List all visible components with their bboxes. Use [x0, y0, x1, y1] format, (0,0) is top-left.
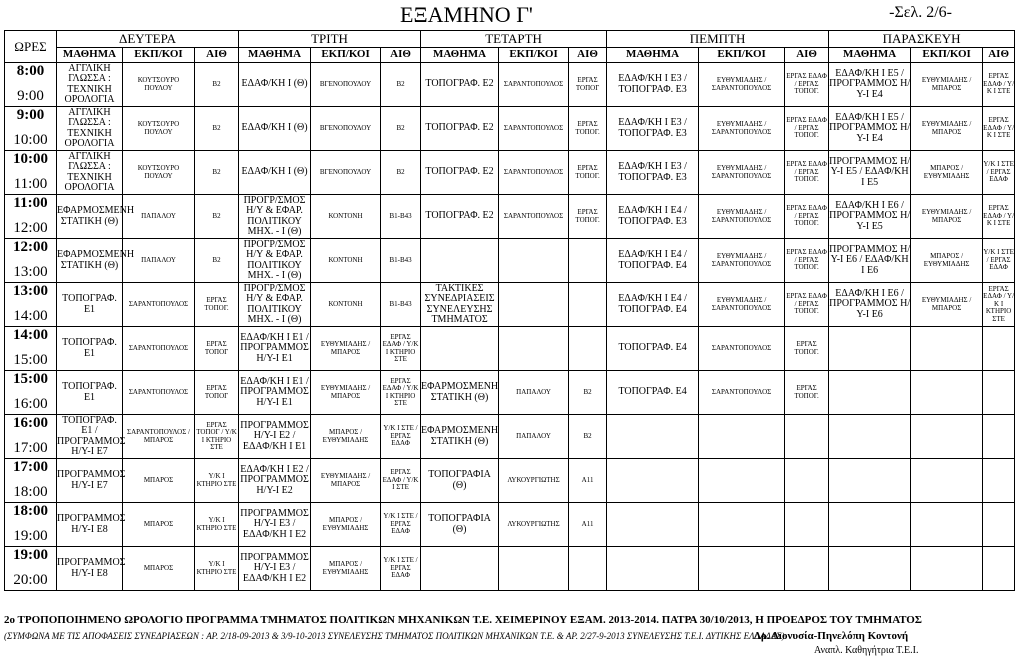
room-cell: Β2: [195, 239, 239, 283]
instructor-cell: ΕΥΘΥΜΙΑΔΗΣ / ΜΠΑΡΟΣ: [911, 195, 983, 239]
time-slot: [5, 239, 57, 283]
page-number: -Σελ. 2/6-: [889, 4, 952, 21]
instructor-cell: [911, 547, 983, 591]
room-cell: Α11: [569, 459, 607, 503]
instructor-cell: ΜΠΑΡΟΣ: [123, 459, 195, 503]
time-slot: [5, 107, 57, 151]
room-cell: [983, 547, 1015, 591]
room-cell: Υ/Κ Ι ΣΤΕ / ΕΡΓΑΣ ΕΔΑΦ: [381, 415, 421, 459]
time-start: 8:00: [16, 63, 45, 79]
signature-role: Αναπλ. Καθηγήτρια Τ.Ε.Ι.: [814, 645, 919, 656]
day-header: ΔΕΥΤΕΡΑ: [57, 31, 239, 48]
instructor-cell: ΚΟΥΤΣΟΥΡΟ ΠΟΥΛΟΥ: [123, 151, 195, 195]
room-cell: ΕΡΓΑΣ ΕΔΑΦ / Υ/Κ Ι ΚΤΗΡΙΟ ΣΤΕ: [983, 283, 1015, 327]
course-cell: [829, 459, 911, 503]
course-cell: ΤΑΚΤΙΚΕΣ ΣΥΝΕΔΡΙΑΣΕΙΣ ΣΥΝΕΛΕΥΣΗΣ ΤΜΗΜΑΤΟΣ: [421, 283, 499, 327]
day-header: ΠΕΜΠΤΗ: [607, 31, 829, 48]
course-cell: ΤΟΠΟΓΡΑΦ. Ε2: [421, 63, 499, 107]
instructor-cell: ΚΟΝΤΟΝΗ: [311, 283, 381, 327]
room-cell: [983, 415, 1015, 459]
instructor-cell: ΕΥΘΥΜΙΑΔΗΣ / ΣΑΡΑΝΤΟΠΟΥΛΟΣ: [699, 63, 785, 107]
room-cell: Υ/Κ Ι ΣΤΕ / ΕΡΓΑΣ ΕΔΑΦ: [381, 547, 421, 591]
course-cell: ΕΔΑΦ/ΚΗ Ι (Θ): [239, 63, 311, 107]
instructor-cell: ΚΟΝΤΟΝΗ: [311, 195, 381, 239]
room-cell: [785, 503, 829, 547]
course-cell: [421, 547, 499, 591]
course-cell: ΠΡΟΓΡΑΜΜΟΣ Η/Υ-Ι Ε8: [57, 547, 123, 591]
column-header: ΜΑΘΗΜΑ: [57, 48, 123, 63]
instructor-cell: ΚΟΥΤΣΟΥΡΟ ΠΟΥΛΟΥ: [123, 63, 195, 107]
instructor-cell: ΣΑΡΑΝΤΟΠΟΥΛΟΣ: [499, 195, 569, 239]
time-start: 11:00: [13, 195, 48, 211]
course-cell: ΤΟΠΟΓΡΑΦ. Ε1: [57, 371, 123, 415]
time-slot: [5, 503, 57, 547]
course-cell: ΕΔΑΦ/ΚΗ Ι Ε6 / ΠΡΟΓΡΑΜΜΟΣ Η/Υ-Ι Ε6: [829, 283, 911, 327]
signature-name: Δρ. Διονυσία-Πηνελόπη Κοντονή: [754, 630, 909, 642]
course-cell: [829, 503, 911, 547]
time-start: 14:00: [13, 327, 48, 343]
room-cell: ΕΡΓΑΣ ΤΟΠΟΓ: [195, 327, 239, 371]
time-slot: [5, 371, 57, 415]
room-cell: ΕΡΓΑΣ ΤΟΠΟΓ / Υ/Κ Ι ΚΤΗΡΙΟ ΣΤΕ: [195, 415, 239, 459]
room-cell: ΕΡΓΑΣ ΤΟΠΟΓ.: [569, 107, 607, 151]
course-cell: [421, 327, 499, 371]
room-cell: Β1-Β43: [381, 239, 421, 283]
room-cell: [983, 459, 1015, 503]
course-cell: [607, 415, 699, 459]
room-cell: ΕΡΓΑΣ ΤΟΠΟΓ.: [785, 371, 829, 415]
instructor-cell: ΕΥΘΥΜΙΑΔΗΣ / ΣΑΡΑΝΤΟΠΟΥΛΟΣ: [699, 195, 785, 239]
course-cell: ΕΦΑΡΜΟΣΜΕΝΗ ΣΤΑΤΙΚΗ (Θ): [57, 195, 123, 239]
column-header: ΑΙΘ: [983, 48, 1015, 63]
instructor-cell: ΣΑΡΑΝΤΟΠΟΥΛΟΣ: [499, 107, 569, 151]
course-cell: ΑΓΓΛΙΚΗ ΓΛΩΣΣΑ : ΤΕΧΝΙΚΗ ΟΡΟΛΟΓΙΑ: [57, 63, 123, 107]
instructor-cell: ΜΠΑΡΟΣ: [123, 503, 195, 547]
course-cell: ΕΔΑΦ/ΚΗ Ι Ε4 / ΤΟΠΟΓΡΑΦ. Ε4: [607, 239, 699, 283]
instructor-cell: ΠΑΠΑΛΟΥ: [499, 415, 569, 459]
room-cell: [983, 371, 1015, 415]
instructor-cell: ΠΑΠΑΛΟΥ: [499, 371, 569, 415]
course-cell: ΕΔΑΦ/ΚΗ Ι Ε3 / ΤΟΠΟΓΡΑΦ. Ε3: [607, 107, 699, 151]
instructor-cell: ΚΟΥΤΣΟΥΡΟ ΠΟΥΛΟΥ: [123, 107, 195, 151]
instructor-cell: ΚΟΝΤΟΝΗ: [311, 239, 381, 283]
time-start: 19:00: [13, 547, 48, 563]
room-cell: [785, 547, 829, 591]
instructor-cell: ΣΑΡΑΝΤΟΠΟΥΛΟΣ / ΜΠΑΡΟΣ: [123, 415, 195, 459]
day-header: ΠΑΡΑΣΚΕΥΗ: [829, 31, 1015, 48]
instructor-cell: ΒΓΕΝΟΠΟΥΛΟΥ: [311, 151, 381, 195]
time-start: 12:00: [13, 239, 48, 255]
day-header: ΤΡΙΤΗ: [239, 31, 421, 48]
time-start: 13:00: [13, 283, 48, 299]
instructor-cell: ΕΥΘΥΜΙΑΔΗΣ / ΣΑΡΑΝΤΟΠΟΥΛΟΣ: [699, 283, 785, 327]
course-cell: ΤΟΠΟΓΡΑΦ. Ε4: [607, 371, 699, 415]
column-header: ΑΙΘ: [785, 48, 829, 63]
schedule-row: [5, 63, 1015, 107]
time-start: 18:00: [13, 503, 48, 519]
instructor-cell: [911, 327, 983, 371]
time-start: 17:00: [13, 459, 48, 475]
schedule-row: [5, 503, 1015, 547]
room-cell: Β1-Β43: [381, 283, 421, 327]
course-cell: ΤΟΠΟΓΡΑΦ. Ε1 / ΠΡΟΓΡΑΜΜΟΣ Η/Υ-Ι Ε7: [57, 414, 126, 457]
course-cell: ΕΔΑΦ/ΚΗ Ι Ε2 / ΠΡΟΓΡΑΜΜΟΣ Η/Υ-Ι Ε2: [239, 459, 311, 503]
course-cell: ΕΔΑΦ/ΚΗ Ι Ε3 / ΤΟΠΟΓΡΑΦ. Ε3: [607, 63, 699, 107]
instructor-cell: ΜΠΑΡΟΣ / ΕΥΘΥΜΙΑΔΗΣ: [911, 239, 983, 283]
room-cell: ΕΡΓΑΣ ΤΟΠΟΓ.: [195, 283, 239, 327]
schedule-row: [5, 415, 1015, 459]
time-end: 10:00: [13, 132, 48, 149]
course-cell: ΠΡΟΓΡΑΜΜΟΣ Η/Υ-Ι Ε3 / ΕΔΑΦ/ΚΗ Ι Ε2: [239, 503, 311, 547]
room-cell: [785, 459, 829, 503]
instructor-cell: ΒΓΕΝΟΠΟΥΛΟΥ: [311, 107, 381, 151]
room-cell: [785, 415, 829, 459]
time-slot: [5, 283, 57, 327]
course-cell: ΠΡΟΓΡΑΜΜΟΣ Η/Υ-Ι Ε7: [57, 459, 123, 503]
room-cell: ΕΡΓΑΣ ΕΔΑΦ / ΕΡΓΑΣ ΤΟΠΟΓ.: [785, 283, 829, 327]
room-cell: ΕΡΓΑΣ ΤΟΠΟΓ.: [569, 195, 607, 239]
room-cell: Β2: [381, 107, 421, 151]
instructor-cell: ΛΥΚΟΥΡΓΙΩΤΗΣ: [499, 503, 569, 547]
instructor-cell: ΜΠΑΡΟΣ / ΕΥΘΥΜΙΑΔΗΣ: [911, 151, 983, 195]
column-header: ΕΚΠ/ΚΟΙ: [123, 48, 195, 63]
footer-note: (ΣΥΜΦΩΝΑ ΜΕ ΤΙΣ ΑΠΟΦΑΣΕΙΣ ΣΥΝΕΔΡΙΑΣΕΩΝ : ΑΡ. 2/18-09-2013 & 3/9-10-2013 ΣΥΝΕΛΕΥΣΗΣ ΤΜΗΜΑΤΟΣ ΠΟΛΙΤΙΚΩΝ ΜΗΧΑΝΙΚΩΝ Τ.Ε. & ΑΡ. 2/27-9-2013 ΣΥΝΕΛΕΥΣΗΣ Τ.Ε.Ι. ΔΥΤΙΚΗΣ ΕΛΛΑΔΑΣ): [4, 631, 785, 641]
instructor-cell: ΣΑΡΑΝΤΟΠΟΥΛΟΣ: [123, 283, 195, 327]
room-cell: ΕΡΓΑΣ ΕΔΑΦ / Υ/Κ Ι ΣΤΕ: [983, 107, 1015, 151]
course-cell: [829, 547, 911, 591]
time-end: 17:00: [13, 440, 48, 457]
room-cell: ΕΡΓΑΣ ΕΔΑΦ / ΕΡΓΑΣ ΤΟΠΟΓ.: [785, 107, 829, 151]
instructor-cell: ΛΥΚΟΥΡΓΙΩΤΗΣ: [499, 459, 569, 503]
time-slot: [5, 63, 57, 107]
course-cell: ΕΔΑΦ/ΚΗ Ι Ε4 / ΤΟΠΟΓΡΑΦ. Ε4: [607, 283, 699, 327]
time-slot: [5, 459, 57, 503]
room-cell: Β2: [195, 107, 239, 151]
room-cell: Β2: [569, 415, 607, 459]
course-cell: ΕΔΑΦ/ΚΗ Ι Ε5 / ΠΡΟΓΡΑΜΜΟΣ Η/Υ-Ι Ε4: [829, 107, 911, 151]
schedule-row: [5, 327, 1015, 371]
column-header: ΕΚΠ/ΚΟΙ: [699, 48, 785, 63]
instructor-cell: ΒΓΕΝΟΠΟΥΛΟΥ: [311, 63, 381, 107]
schedule-row: [5, 371, 1015, 415]
course-cell: ΕΦΑΡΜΟΣΜΕΝΗ ΣΤΑΤΙΚΗ (Θ): [421, 371, 499, 415]
room-cell: Υ/Κ Ι ΚΤΗΡΙΟ ΣΤΕ: [195, 459, 239, 503]
column-header: ΕΚΠ/ΚΟΙ: [911, 48, 983, 63]
course-cell: ΑΓΓΛΙΚΗ ΓΛΩΣΣΑ : ΤΕΧΝΙΚΗ ΟΡΟΛΟΓΙΑ: [57, 107, 123, 151]
time-start: 15:00: [13, 371, 48, 387]
room-cell: ΕΡΓΑΣ ΤΟΠΟΓ: [195, 371, 239, 415]
time-slot: [5, 415, 57, 459]
schedule-row: [5, 283, 1015, 327]
course-cell: ΠΡΟΓΡ/ΣΜΟΣ Η/Υ & ΕΦΑΡ. ΠΟΛΙΤΙΚΟΥ ΜΗΧ. - Ι (Θ): [239, 239, 311, 283]
course-cell: [829, 327, 911, 371]
instructor-cell: ΕΥΘΥΜΙΑΔΗΣ / ΣΑΡΑΝΤΟΠΟΥΛΟΣ: [699, 239, 785, 283]
course-cell: ΠΡΟΓΡΑΜΜΟΣ Η/Υ-Ι Ε6 / ΕΔΑΦ/ΚΗ Ι Ε6: [829, 239, 911, 283]
column-header: ΜΑΘΗΜΑ: [829, 48, 911, 63]
schedule-row: [5, 239, 1015, 283]
course-cell: ΤΟΠΟΓΡΑΦΙΑ (Θ): [421, 459, 499, 503]
instructor-cell: [911, 459, 983, 503]
time-end: 16:00: [13, 396, 48, 413]
instructor-cell: [911, 371, 983, 415]
course-cell: ΕΦΑΡΜΟΣΜΕΝΗ ΣΤΑΤΙΚΗ (Θ): [421, 415, 499, 459]
instructor-cell: ΕΥΘΥΜΙΑΔΗΣ / ΜΠΑΡΟΣ: [911, 107, 983, 151]
instructor-cell: [699, 459, 785, 503]
course-cell: ΠΡΟΓΡΑΜΜΟΣ Η/Υ-Ι Ε3 / ΕΔΑΦ/ΚΗ Ι Ε2: [239, 547, 311, 591]
time-end: 13:00: [13, 264, 48, 281]
instructor-cell: ΣΑΡΑΝΤΟΠΟΥΛΟΣ: [499, 63, 569, 107]
schedule-row: [5, 547, 1015, 591]
instructor-cell: ΕΥΘΥΜΙΑΔΗΣ / ΜΠΑΡΟΣ: [311, 371, 381, 415]
instructor-cell: ΠΑΠΑΛΟΥ: [123, 239, 195, 283]
room-cell: Α11: [569, 503, 607, 547]
course-cell: ΠΡΟΓΡΑΜΜΟΣ Η/Υ-Ι Ε2 / ΕΔΑΦ/ΚΗ Ι Ε1: [239, 415, 311, 459]
room-cell: Β2: [569, 371, 607, 415]
time-slot: [5, 195, 57, 239]
time-slot: [5, 151, 57, 195]
instructor-cell: [699, 547, 785, 591]
time-start: 9:00: [16, 107, 45, 123]
course-cell: [607, 459, 699, 503]
instructor-cell: ΠΑΠΑΛΟΥ: [123, 195, 195, 239]
course-cell: ΤΟΠΟΓΡΑΦΙΑ (Θ): [421, 503, 499, 547]
course-cell: ΕΔΑΦ/ΚΗ Ι Ε4 / ΤΟΠΟΓΡΑΦ. Ε3: [607, 195, 699, 239]
course-cell: ΠΡΟΓΡ/ΣΜΟΣ Η/Υ & ΕΦΑΡ. ΠΟΛΙΤΙΚΟΥ ΜΗΧ. - Ι (Θ): [239, 283, 311, 327]
schedule-row: [5, 459, 1015, 503]
room-cell: ΕΡΓΑΣ ΕΔΑΦ / ΕΡΓΑΣ ΤΟΠΟΓ.: [785, 195, 829, 239]
page-title: ΕΞΑΜΗΝΟ Γ': [400, 2, 533, 27]
time-end: 11:00: [13, 176, 48, 193]
course-cell: ΕΔΑΦ/ΚΗ Ι Ε6 / ΠΡΟΓΡΑΜΜΟΣ Η/Υ-Ι Ε5: [829, 195, 911, 239]
room-cell: [569, 547, 607, 591]
course-cell: ΤΟΠΟΓΡΑΦ. Ε2: [421, 195, 499, 239]
room-cell: ΕΡΓΑΣ ΕΔΑΦ / Υ/Κ Ι ΣΤΕ: [983, 63, 1015, 107]
instructor-cell: ΕΥΘΥΜΙΑΔΗΣ / ΜΠΑΡΟΣ: [311, 327, 381, 371]
instructor-cell: ΣΑΡΑΝΤΟΠΟΥΛΟΣ: [123, 327, 195, 371]
time-end: 19:00: [13, 528, 48, 545]
column-header: ΜΑΘΗΜΑ: [421, 48, 499, 63]
instructor-cell: ΕΥΘΥΜΙΑΔΗΣ / ΣΑΡΑΝΤΟΠΟΥΛΟΣ: [699, 151, 785, 195]
course-cell: [829, 415, 911, 459]
course-cell: ΠΡΟΓΡΑΜΜΟΣ Η/Υ-Ι Ε8: [57, 503, 123, 547]
column-header: ΕΚΠ/ΚΟΙ: [499, 48, 569, 63]
instructor-cell: ΜΠΑΡΟΣ: [123, 547, 195, 591]
instructor-cell: ΜΠΑΡΟΣ / ΕΥΘΥΜΙΑΔΗΣ: [311, 547, 381, 591]
course-cell: ΕΔΑΦ/ΚΗ Ι (Θ): [239, 151, 311, 195]
room-cell: ΕΡΓΑΣ ΤΟΠΟΓ: [569, 63, 607, 107]
hours-header: ΩΡΕΣ: [5, 31, 57, 63]
course-cell: ΤΟΠΟΓΡΑΦ. Ε2: [421, 107, 499, 151]
room-cell: ΕΡΓΑΣ ΕΔΑΦ / Υ/Κ Ι ΣΤΕ: [983, 195, 1015, 239]
instructor-cell: ΣΑΡΑΝΤΟΠΟΥΛΟΣ: [499, 151, 569, 195]
instructor-cell: [499, 239, 569, 283]
course-cell: ΕΔΑΦ/ΚΗ Ι Ε1 / ΠΡΟΓΡΑΜΜΟΣ Η/Υ-Ι Ε1: [239, 327, 311, 371]
column-header: ΑΙΘ: [569, 48, 607, 63]
time-start: 10:00: [13, 151, 48, 167]
day-header: ΤΕΤΑΡΤΗ: [421, 31, 607, 48]
room-cell: [983, 327, 1015, 371]
room-cell: ΕΡΓΑΣ ΤΟΠΟΓ.: [785, 327, 829, 371]
column-header: ΜΑΘΗΜΑ: [239, 48, 311, 63]
room-cell: Υ/Κ Ι ΣΤΕ / ΕΡΓΑΣ ΕΔΑΦ: [983, 151, 1015, 195]
time-end: 12:00: [13, 220, 48, 237]
time-start: 16:00: [13, 415, 48, 431]
course-cell: ΕΔΑΦ/ΚΗ Ι Ε1 / ΠΡΟΓΡΑΜΜΟΣ Η/Υ-Ι Ε1: [239, 371, 311, 415]
room-cell: Β2: [381, 151, 421, 195]
instructor-cell: ΕΥΘΥΜΙΑΔΗΣ / ΜΠΑΡΟΣ: [911, 63, 983, 107]
instructor-cell: [699, 503, 785, 547]
course-cell: ΕΔΑΦ/ΚΗ Ι Ε3 / ΤΟΠΟΓΡΑΦ. Ε3: [607, 151, 699, 195]
room-cell: ΕΡΓΑΣ ΕΔΑΦ / Υ/Κ Ι ΚΤΗΡΙΟ ΣΤΕ: [381, 327, 421, 371]
room-cell: Β2: [195, 195, 239, 239]
room-cell: ΕΡΓΑΣ ΤΟΠΟΓ.: [569, 151, 607, 195]
room-cell: Β2: [195, 63, 239, 107]
course-cell: ΤΟΠΟΓΡΑΦ. Ε4: [607, 327, 699, 371]
instructor-cell: ΣΑΡΑΝΤΟΠΟΥΛΟΣ: [123, 371, 195, 415]
schedule-row: [5, 195, 1015, 239]
schedule-row: [5, 107, 1015, 151]
room-cell: ΕΡΓΑΣ ΕΔΑΦ / Υ/Κ Ι ΣΤΕ: [381, 459, 421, 503]
course-cell: ΕΔΑΦ/ΚΗ Ι (Θ): [239, 107, 311, 151]
time-end: 20:00: [13, 572, 48, 589]
time-end: 18:00: [13, 484, 48, 501]
instructor-cell: ΣΑΡΑΝΤΟΠΟΥΛΟΣ: [699, 371, 785, 415]
course-cell: ΠΡΟΓΡΑΜΜΟΣ Η/Υ-Ι Ε5 / ΕΔΑΦ/ΚΗ Ι Ε5: [829, 151, 911, 195]
instructor-cell: [499, 547, 569, 591]
footer-title: 2ο ΤΡΟΠΟΠΟΙΗΜΕΝΟ ΩΡΟΛΟΓΙΟ ΠΡΟΓΡΑΜΜΑ ΤΜΗΜΑΤΟΣ ΠΟΛΙΤΙΚΩΝ ΜΗΧΑΝΙΚΩΝ Τ.Ε. ΧΕΙΜΕΡΙΝΟΥ ΕΞΑΜ. 2013-2014. ΠΑΤΡΑ 30/10/2013, Η ΠΡΟΕΔΡΟΣ ΤΟΥ ΤΜΗΜΑΤΟΣ: [4, 614, 922, 626]
room-cell: ΕΡΓΑΣ ΕΔΑΦ / ΕΡΓΑΣ ΤΟΠΟΓ.: [785, 239, 829, 283]
course-cell: ΤΟΠΟΓΡΑΦ. Ε1: [57, 327, 123, 371]
instructor-cell: ΕΥΘΥΜΙΑΔΗΣ / ΜΠΑΡΟΣ: [311, 459, 381, 503]
room-cell: ΕΡΓΑΣ ΕΔΑΦ / ΕΡΓΑΣ ΤΟΠΟΓ.: [785, 63, 829, 107]
time-end: 15:00: [13, 352, 48, 369]
room-cell: ΕΡΓΑΣ ΕΔΑΦ / Υ/Κ Ι ΚΤΗΡΙΟ ΣΤΕ: [381, 371, 421, 415]
room-cell: ΕΡΓΑΣ ΕΔΑΦ / ΕΡΓΑΣ ΤΟΠΟΓ.: [785, 151, 829, 195]
time-slot: [5, 327, 57, 371]
course-cell: ΑΓΓΛΙΚΗ ΓΛΩΣΣΑ : ΤΕΧΝΙΚΗ ΟΡΟΛΟΓΙΑ: [57, 151, 123, 195]
instructor-cell: [699, 415, 785, 459]
room-cell: [983, 503, 1015, 547]
instructor-cell: [911, 503, 983, 547]
instructor-cell: [911, 415, 983, 459]
room-cell: [569, 239, 607, 283]
room-cell: Υ/Κ Ι ΣΤΕ / ΕΡΓΑΣ ΕΔΑΦ: [983, 239, 1015, 283]
instructor-cell: ΕΥΘΥΜΙΑΔΗΣ / ΜΠΑΡΟΣ: [911, 283, 983, 327]
course-cell: ΤΟΠΟΓΡΑΦ. Ε2: [421, 151, 499, 195]
room-cell: Β1-Β43: [381, 195, 421, 239]
instructor-cell: ΜΠΑΡΟΣ / ΕΥΘΥΜΙΑΔΗΣ: [311, 415, 381, 459]
course-cell: ΠΡΟΓΡ/ΣΜΟΣ Η/Υ & ΕΦΑΡ. ΠΟΛΙΤΙΚΟΥ ΜΗΧ. - Ι (Θ): [239, 195, 311, 239]
course-cell: [829, 371, 911, 415]
schedule-row: [5, 151, 1015, 195]
room-cell: Β2: [381, 63, 421, 107]
time-end: 14:00: [13, 308, 48, 325]
course-cell: ΕΔΑΦ/ΚΗ Ι Ε5 / ΠΡΟΓΡΑΜΜΟΣ Η/Υ-Ι Ε4: [829, 63, 911, 107]
time-slot: [5, 547, 57, 591]
schedule-table: [4, 30, 1015, 591]
instructor-cell: [499, 327, 569, 371]
column-header: ΑΙΘ: [381, 48, 421, 63]
instructor-cell: ΕΥΘΥΜΙΑΔΗΣ / ΣΑΡΑΝΤΟΠΟΥΛΟΣ: [699, 107, 785, 151]
course-cell: [607, 503, 699, 547]
column-header: ΕΚΠ/ΚΟΙ: [311, 48, 381, 63]
room-cell: Υ/Κ Ι ΚΤΗΡΙΟ ΣΤΕ: [195, 547, 239, 591]
column-header: ΜΑΘΗΜΑ: [607, 48, 699, 63]
room-cell: [569, 327, 607, 371]
instructor-cell: ΣΑΡΑΝΤΟΠΟΥΛΟΣ: [699, 327, 785, 371]
room-cell: Υ/Κ Ι ΣΤΕ / ΕΡΓΑΣ ΕΔΑΦ: [381, 503, 421, 547]
course-cell: ΕΦΑΡΜΟΣΜΕΝΗ ΣΤΑΤΙΚΗ (Θ): [57, 239, 123, 283]
column-header: ΑΙΘ: [195, 48, 239, 63]
room-cell: [569, 283, 607, 327]
instructor-cell: [499, 283, 569, 327]
room-cell: Β2: [195, 151, 239, 195]
course-cell: [421, 239, 499, 283]
room-cell: Υ/Κ Ι ΚΤΗΡΙΟ ΣΤΕ: [195, 503, 239, 547]
course-cell: [607, 547, 699, 591]
course-cell: ΤΟΠΟΓΡΑΦ. Ε1: [57, 283, 123, 327]
instructor-cell: ΜΠΑΡΟΣ / ΕΥΘΥΜΙΑΔΗΣ: [311, 503, 381, 547]
time-end: 9:00: [17, 88, 44, 105]
